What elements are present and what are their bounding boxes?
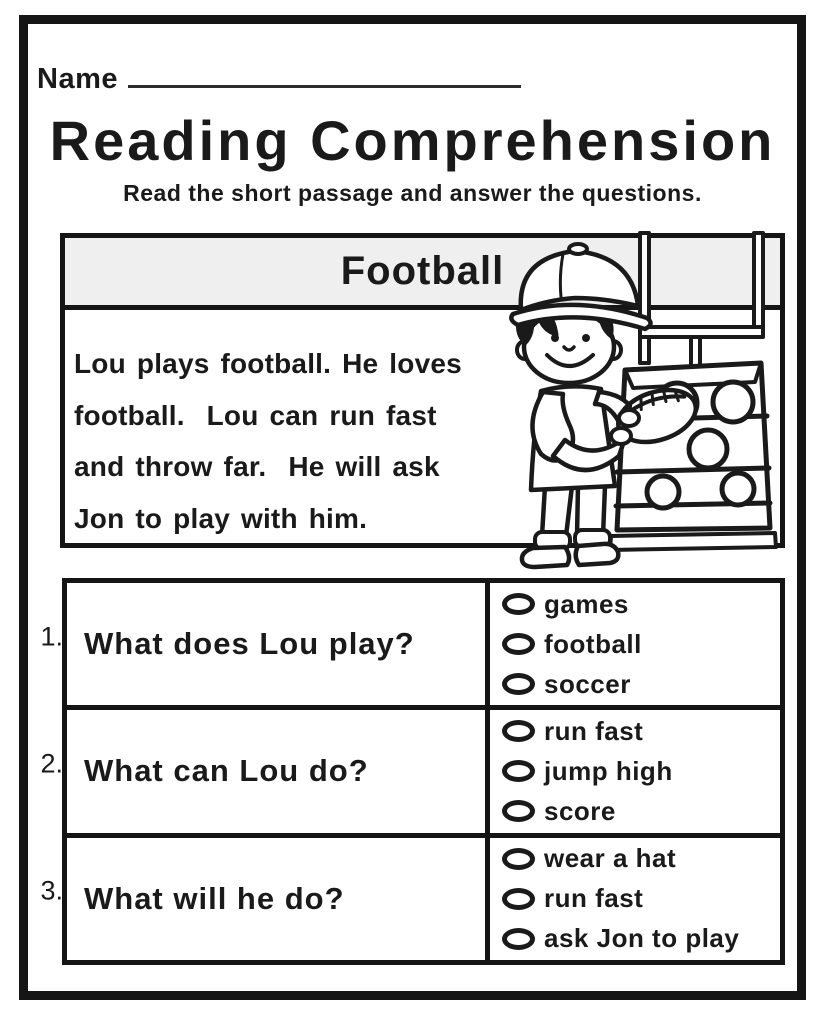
- questions-table: [40, 578, 785, 965]
- answer-option-label: wear a hat: [544, 843, 677, 874]
- passage-line: Lou plays football. He loves: [74, 348, 462, 379]
- answer-option[interactable]: [502, 629, 780, 660]
- answer-options: [490, 838, 780, 960]
- answer-bubble-icon[interactable]: [502, 848, 535, 870]
- goalpost-icon: [640, 233, 763, 367]
- page-subtitle: Read the short passage and answer the questions.: [123, 180, 702, 206]
- question-number: 3.: [40, 875, 63, 906]
- answer-option-label: games: [544, 588, 629, 619]
- question-row: [40, 710, 780, 837]
- question-cell: [67, 710, 490, 832]
- answer-option-label: ask Jon to play: [544, 923, 740, 954]
- boy-football-illustration: [505, 236, 795, 570]
- question-text: What will he do?: [84, 880, 345, 916]
- blocking-sled-icon: [610, 363, 776, 550]
- name-label: Name: [37, 63, 118, 95]
- passage-line: football. Lou can run fast: [74, 399, 437, 431]
- name-row: [37, 58, 521, 98]
- answer-bubble-icon[interactable]: [502, 888, 535, 910]
- passage-title: Football: [340, 249, 505, 293]
- name-blank-line[interactable]: [128, 58, 521, 88]
- answer-option[interactable]: [502, 923, 780, 954]
- answer-options: [490, 583, 780, 705]
- answer-bubble-icon[interactable]: [502, 673, 535, 695]
- question-cell: [67, 838, 490, 960]
- answer-option-label: run fast: [544, 715, 644, 746]
- answer-option[interactable]: [502, 589, 780, 620]
- answer-option[interactable]: [502, 883, 780, 914]
- answer-bubble-icon[interactable]: [502, 760, 535, 782]
- page-border-frame: [19, 15, 806, 1000]
- question-row: [40, 838, 780, 960]
- answer-bubble-icon[interactable]: [502, 928, 535, 950]
- answer-option[interactable]: [502, 669, 780, 700]
- passage-text: [74, 338, 462, 544]
- answer-option-label: soccer: [544, 668, 631, 699]
- question-number: 1.: [40, 621, 63, 652]
- answer-bubble-icon[interactable]: [502, 593, 535, 615]
- passage-line: and throw far. He will ask: [74, 451, 440, 482]
- question-text: What can Lou do?: [84, 753, 369, 789]
- passage-box: [60, 233, 785, 548]
- answer-option-label: run fast: [544, 883, 644, 914]
- question-number: 2.: [40, 748, 63, 779]
- answer-bubble-icon[interactable]: [502, 800, 535, 822]
- answer-option-label: jump high: [544, 755, 673, 786]
- passage-line: Jon to play with him.: [74, 502, 368, 534]
- question-cell: [67, 583, 490, 705]
- question-text: What does Lou play?: [84, 626, 415, 662]
- answer-option-label: football: [544, 628, 642, 659]
- answer-bubble-icon[interactable]: [502, 633, 535, 655]
- answer-option[interactable]: [502, 843, 780, 874]
- page-title: Reading Comprehension: [49, 109, 776, 172]
- question-row: [40, 583, 780, 710]
- answer-option[interactable]: [502, 716, 780, 747]
- answer-bubble-icon[interactable]: [502, 720, 535, 742]
- answer-options: [490, 710, 780, 832]
- answer-option-label: score: [544, 795, 616, 826]
- answer-option[interactable]: [502, 796, 780, 827]
- answer-option[interactable]: [502, 756, 780, 787]
